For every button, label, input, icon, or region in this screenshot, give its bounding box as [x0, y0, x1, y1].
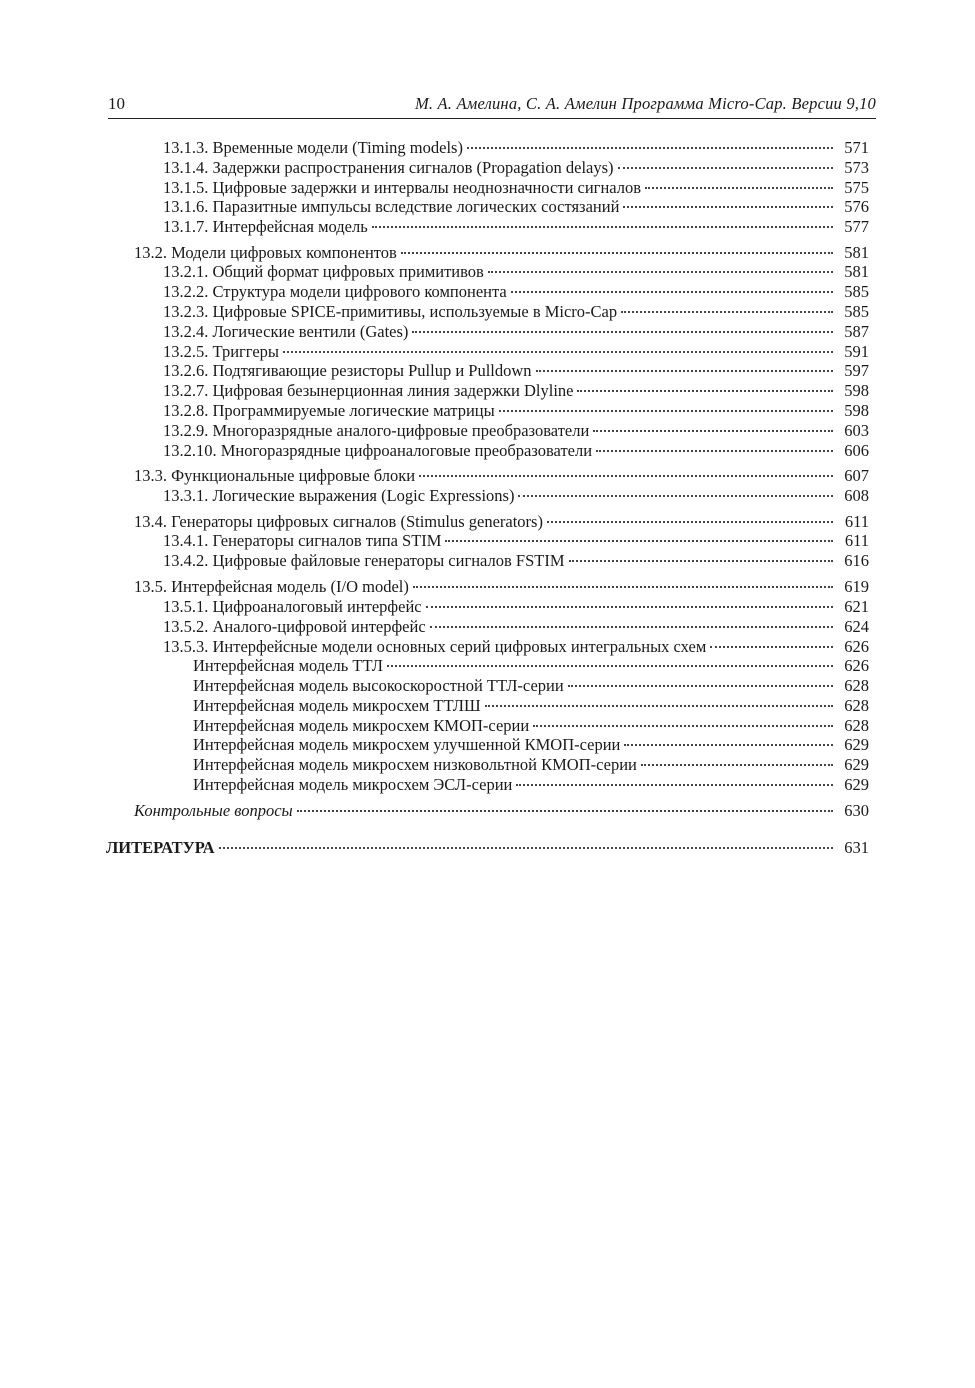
toc-entry-page: 629 [844, 735, 869, 754]
toc-entry[interactable] [163, 133, 869, 157]
dot-leader [412, 317, 833, 337]
toc-entry-page: 611 [844, 531, 869, 550]
dot-leader [516, 770, 833, 790]
toc-entry-page: 581 [844, 243, 869, 262]
toc-subentry[interactable] [193, 671, 869, 695]
toc-entry-page: 585 [844, 302, 869, 321]
dot-leader [641, 750, 833, 770]
toc-entry[interactable] [163, 257, 869, 281]
toc-entry[interactable] [163, 277, 869, 301]
toc-entry-title: Контрольные вопросы [134, 801, 293, 820]
toc-subentry[interactable] [193, 691, 869, 715]
toc-entry-page: 598 [844, 381, 869, 400]
toc-entry[interactable] [163, 297, 869, 321]
toc-entry[interactable] [163, 546, 869, 570]
toc-entry-title: Интерфейсная модель микросхем ЭСЛ-серии [193, 775, 513, 794]
dot-leader [533, 711, 833, 731]
toc-entry[interactable] [163, 436, 869, 460]
dot-leader [387, 651, 833, 671]
toc-entry-title: 13.5.1. Цифроаналоговый интерфейс [163, 597, 422, 616]
dot-leader [467, 133, 833, 153]
toc-entry-title: 13.2. Модели цифровых компонентов [134, 243, 397, 262]
dot-leader [518, 481, 833, 501]
toc-entry-page: 628 [844, 696, 869, 715]
toc-entry-page: 619 [844, 577, 869, 596]
toc-entry-page: 628 [844, 716, 869, 735]
toc-entry-title: Интерфейсная модель высокоскоростной ТТЛ-серии [193, 676, 564, 695]
toc-subentry[interactable] [193, 770, 869, 794]
toc-entry[interactable] [163, 592, 869, 616]
toc-section[interactable] [134, 507, 869, 531]
dot-leader [547, 507, 833, 527]
dot-leader [488, 257, 833, 277]
toc-entry-title: 13.1.4. Задержки распространения сигналов (Propagation delays) [163, 158, 614, 177]
toc-entry-title: Интерфейсная модель микросхем ТТЛШ [193, 696, 481, 715]
toc-entry-title: ЛИТЕРАТУРА [106, 838, 215, 857]
toc-entry[interactable] [163, 212, 869, 236]
toc-subentry[interactable] [193, 730, 869, 754]
dot-leader [219, 833, 833, 853]
toc-entry-title: 13.1.6. Паразитные импульсы вследствие логических состязаний [163, 197, 620, 216]
dot-leader [445, 526, 833, 546]
dot-leader [568, 671, 833, 691]
toc-entry-title: 13.4. Генераторы цифровых сигналов (Stimulus generators) [134, 512, 543, 531]
toc-section[interactable] [134, 572, 869, 596]
toc-entry-title: Интерфейсная модель микросхем улучшенной КМОП-серии [193, 735, 621, 754]
toc-entry-page: 585 [844, 282, 869, 301]
toc-entry[interactable] [163, 396, 869, 420]
dot-leader [593, 416, 833, 436]
toc-entry-title: 13.2.2. Структура модели цифрового компонента [163, 282, 507, 301]
dot-leader [621, 297, 833, 317]
toc-entry-page: 581 [844, 262, 869, 281]
toc-entry-page: 624 [844, 617, 869, 636]
toc-entry-page: 616 [844, 551, 869, 570]
toc-entry[interactable] [163, 632, 869, 656]
toc-review-questions[interactable] [134, 796, 869, 820]
toc-entry-title: 13.5. Интерфейсная модель (I/O model) [134, 577, 409, 596]
toc-entry-page: 630 [844, 801, 869, 820]
toc-entry-title: 13.1.7. Интерфейсная модель [163, 217, 368, 236]
dot-leader [372, 212, 833, 232]
toc-subentry[interactable] [193, 651, 869, 675]
running-title: М. А. Амелина, С. А. Амелин Программа Micro-Cap. Версии 9,10 [414, 94, 876, 113]
toc-entry-page: 628 [844, 676, 869, 695]
dot-leader [401, 238, 833, 258]
dot-leader [297, 796, 833, 816]
dot-leader [536, 356, 833, 376]
toc-entry-page: 611 [844, 512, 869, 531]
toc-entry-page: 576 [844, 197, 869, 216]
toc-entry-page: 607 [844, 466, 869, 485]
toc-entry-title: Интерфейсная модель ТТЛ [193, 656, 383, 675]
toc-entry-page: 575 [844, 178, 869, 197]
toc-entry[interactable] [163, 356, 869, 380]
dot-leader [499, 396, 833, 416]
toc-entry-title: 13.4.2. Цифровые файловые генераторы сигналов FSTIM [163, 551, 565, 570]
dot-leader [710, 632, 833, 652]
toc-entry-title: 13.3. Функциональные цифровые блоки [134, 466, 416, 485]
toc-entry-page: 597 [844, 361, 869, 380]
dot-leader [413, 572, 833, 592]
toc-subentry[interactable] [193, 750, 869, 774]
toc-entry-page: 577 [844, 217, 869, 236]
toc-entry[interactable] [163, 612, 869, 636]
toc-entry-page: 598 [844, 401, 869, 420]
toc-subentry[interactable] [193, 711, 869, 735]
toc-entry-page: 587 [844, 322, 869, 341]
toc-entry[interactable] [163, 153, 869, 177]
toc-entry-page: 626 [844, 637, 869, 656]
toc-entry[interactable] [163, 526, 869, 550]
toc-entry-title: 13.2.7. Цифровая безынерционная линия задержки Dlyline [163, 381, 574, 400]
dot-leader [511, 277, 833, 297]
toc-entry[interactable] [163, 173, 869, 197]
toc-entry[interactable] [163, 416, 869, 440]
toc-entry-page: 608 [844, 486, 869, 505]
toc-entry-title: 13.2.6. Подтягивающие резисторы Pullup и Pulldown [163, 361, 532, 380]
toc-entry[interactable] [163, 192, 869, 216]
toc-entry-title: 13.2.4. Логические вентили (Gates) [163, 322, 409, 341]
toc-section[interactable] [134, 461, 869, 485]
toc-entry-page: 573 [844, 158, 869, 177]
toc-entry[interactable] [163, 376, 869, 400]
toc-entry-title: Интерфейсная модель микросхем низковольтной КМОП-серии [193, 755, 637, 774]
toc-entry-page: 629 [844, 775, 869, 794]
running-header [108, 92, 876, 119]
toc-entry-page: 591 [844, 342, 869, 361]
dot-leader [430, 612, 833, 632]
toc-entry[interactable] [163, 481, 869, 505]
toc-entry-title: 13.5.2. Аналого-цифровой интерфейс [163, 617, 426, 636]
toc-entry-page: 571 [844, 138, 869, 157]
toc-entry-title: Интерфейсная модель микросхем КМОП-серии [193, 716, 530, 735]
dot-leader [623, 192, 833, 212]
toc-entry-title: 13.1.5. Цифровые задержки и интервалы неоднозначности сигналов [163, 178, 642, 197]
toc-entry-title: 13.2.5. Триггеры [163, 342, 280, 361]
toc-entry-title: 13.2.9. Многоразрядные аналого-цифровые преобразователи [163, 421, 590, 440]
toc-entry[interactable] [163, 317, 869, 341]
toc-entry-title: 13.2.8. Программируемые логические матрицы [163, 401, 495, 420]
page-number: 10 [108, 94, 125, 113]
dot-leader [485, 691, 833, 711]
dot-leader [618, 153, 833, 173]
toc-entry-title: 13.2.10. Многоразрядные цифроаналоговые преобразователи [163, 441, 593, 460]
toc-entry-page: 606 [844, 441, 869, 460]
toc-entry-page: 626 [844, 656, 869, 675]
toc-entry-page: 621 [844, 597, 869, 616]
toc-entry-title: 13.2.1. Общий формат цифровых примитивов [163, 262, 484, 281]
toc-references[interactable] [106, 833, 869, 857]
dot-leader [577, 376, 833, 396]
toc-entry-page: 603 [844, 421, 869, 440]
dot-leader [624, 730, 833, 750]
toc-entry-page: 629 [844, 755, 869, 774]
toc-section[interactable] [134, 238, 869, 262]
toc-entry-title: 13.3.1. Логические выражения (Logic Expressions) [163, 486, 515, 505]
dot-leader [569, 546, 833, 566]
dot-leader [426, 592, 833, 612]
dot-leader [596, 436, 833, 456]
dot-leader [283, 337, 833, 357]
toc-entry[interactable] [163, 337, 869, 361]
toc-entry-page: 631 [844, 838, 869, 857]
dot-leader [419, 461, 833, 481]
toc-entry-title: 13.5.3. Интерфейсные модели основных серий цифровых интегральных схем [163, 637, 707, 656]
toc-entry-title: 13.1.3. Временные модели (Timing models) [163, 138, 463, 157]
toc-entry-title: 13.2.3. Цифровые SPICE-примитивы, используемые в Micro-Cap [163, 302, 618, 321]
toc-entry-title: 13.4.1. Генераторы сигналов типа STIM [163, 531, 442, 550]
dot-leader [645, 173, 833, 193]
